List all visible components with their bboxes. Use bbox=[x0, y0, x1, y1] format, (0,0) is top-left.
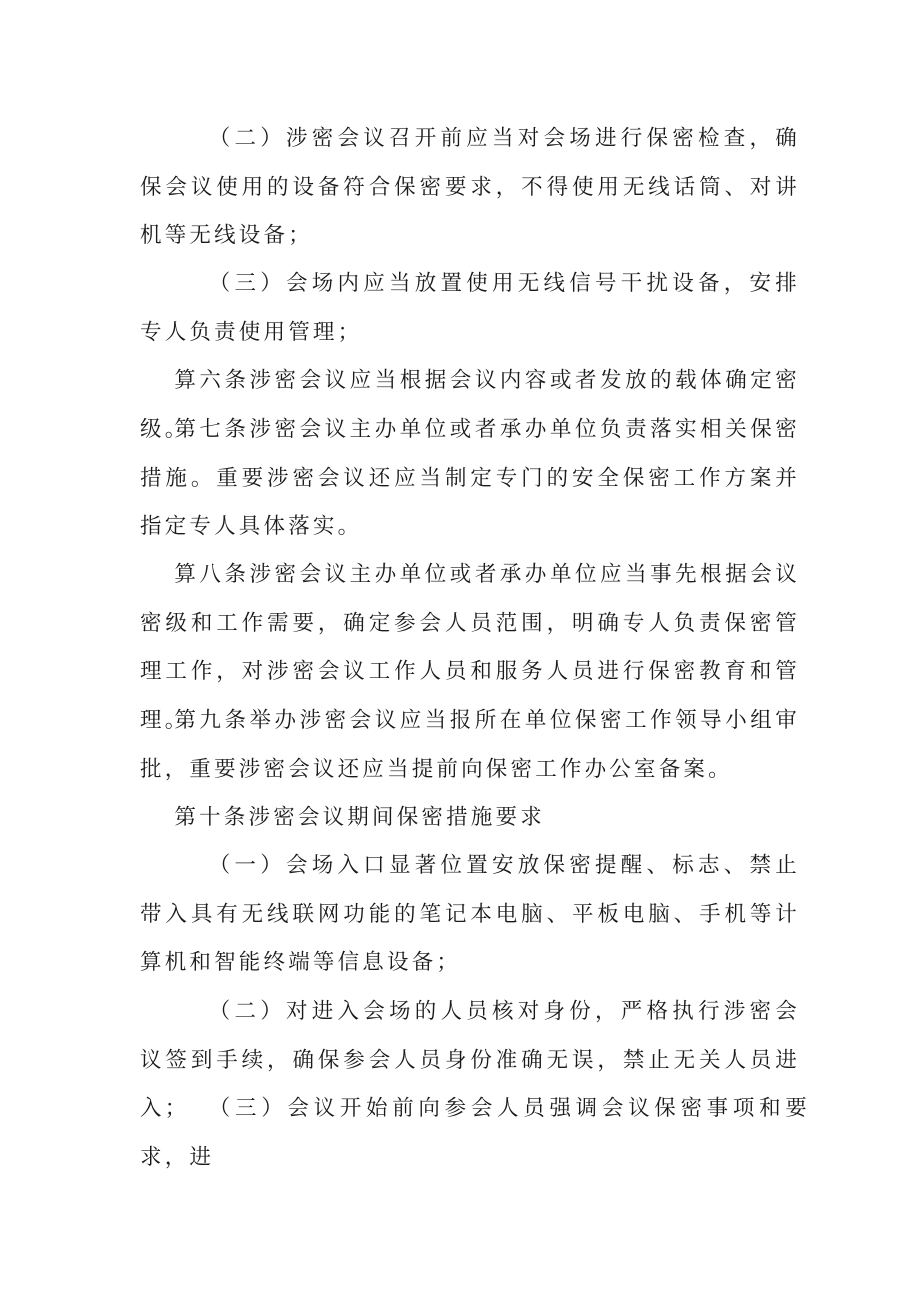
paragraph-article-9: 第九条举办涉密会议应当报所在单位保密工作领导小组审批，重要涉密会议还应当提前向保密工作办公室备案。 bbox=[140, 708, 800, 782]
paragraph-article-6: 算六条涉密会议应当根据会议内容或者发放的载体确定密级。 bbox=[140, 368, 800, 442]
paragraph-item-1-entrance-notice: （一）会场入口显著位置安放保密提醒、标志、禁止带入具有无线联网功能的笔记本电脑、平板电脑、手机等计算机和智能终端等信息设备； bbox=[140, 853, 800, 975]
paragraph-article-10: 第十条涉密会议期间保密措施要求 bbox=[174, 805, 545, 830]
paragraph-article-7: 第七条涉密会议主办单位或者承办单位负责落实相关保密措施。重要涉密会议还应当制定专门的安全保密工作方案并指定专人具体落实。 bbox=[140, 417, 800, 539]
paragraph-item-3-opening-reminder: （三）会议开始前向参会人员强调会议保密事项和要求，进 bbox=[140, 1096, 810, 1170]
paragraph-article-8: 算八条涉密会议主办单位或者承办单位应当事先根据会议密级和工作需要，确定参会人员范围，明确专人负责保密管理工作，对涉密会议工作人员和服务人员进行保密教育和管理。 bbox=[140, 562, 800, 733]
paragraph-item-2-pre-meeting-check: （二）涉密会议召开前应当对会场进行保密检查，确保会议使用的设备符合保密要求，不得使用无线话筒、对讲机等无线设备； bbox=[140, 126, 800, 248]
paragraph-item-2-identity-check: （二）对进入会场的人员核对身份，严格执行涉密会议签到手续，确保参会人员身份准确无误，禁止无关人员进入； bbox=[140, 999, 800, 1121]
paragraph-item-3-signal-jammer: （三）会场内应当放置使用无线信号干扰设备，安排专人负责使用管理； bbox=[140, 271, 800, 345]
